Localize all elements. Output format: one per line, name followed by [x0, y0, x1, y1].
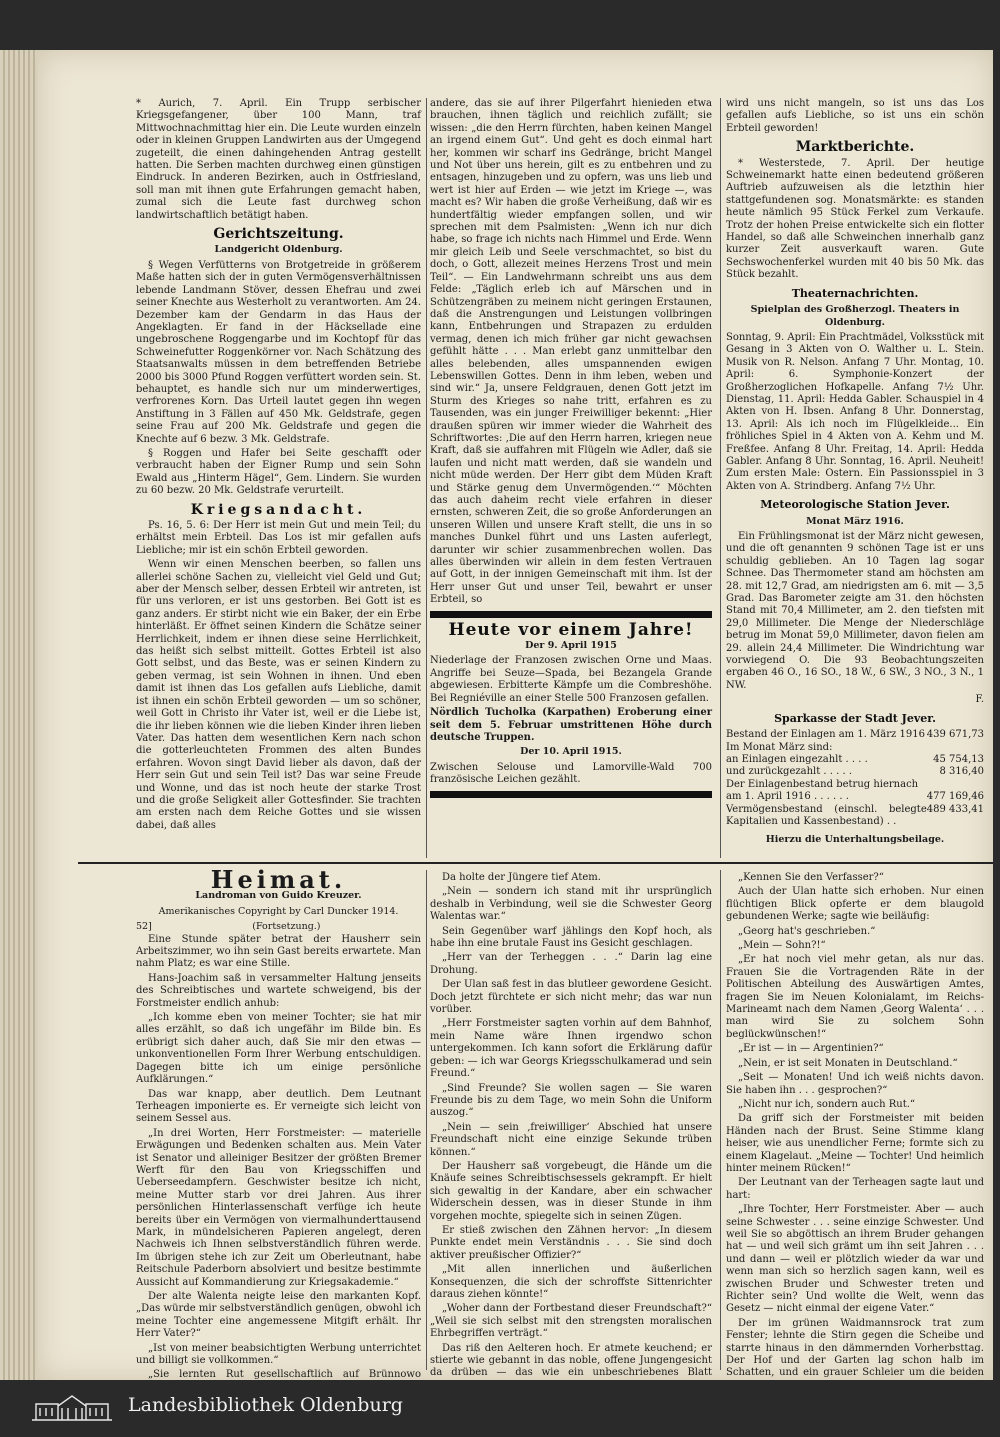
- novel-paragraph: „Mit allen innerlichen und äußerlichen Konsequenzen, die sich der schroffste Sittenrichter daraus ziehen könnte!“: [430, 1264, 712, 1300]
- theater-heading: Theaternachrichten.: [791, 286, 919, 300]
- novel-paragraph: „Sind Freunde? Sie wollen sagen — Sie waren Freunde bis zu dem Tage, wo mein Sohn die Uniform auszog.“: [430, 1082, 712, 1119]
- theater-schedule: Sonntag, 9. April: Ein Prachtmädel, Volksstück mit Gesang in 3 Akten von O. Walther u. L. Stein. Musik von R. Nelson. Anfang 7 Uhr. Montag, 10. April: 6. Symphonie-Konzert der Großherzoglichen Hofkapelle. Anfang 7½ Uhr. Dienstag, 11. April: Hedda Gabler. Schauspiel in 4 Akten von H. Ibsen. Anfang 8 Uhr. Donnerstag, 13. April: Als ich noch im Flügelkleide... Ein fröhliches Spiel in 4 Akten von A. Kehm und M. Freßfee. Anfang 8 Uhr. Freitag, 14. April: Hedda Gabler. Anfang 8 Uhr. Sonntag, 16. April. Neuheit! Zum ersten Male: Ostern. Ein Passionsspiel in 3 Akten von A. Strindberg. Anfang 7½ Uhr.: [726, 331, 984, 492]
- kriegsandacht-heading: Kriegsandacht.: [190, 501, 367, 518]
- novel-paragraph: Da holte der Jüngere tief Atem.: [442, 872, 601, 883]
- column-rule: [720, 98, 721, 858]
- column-rule: [720, 870, 721, 1370]
- meteorologie-subheading: Monat März 1916.: [806, 515, 904, 527]
- sparkasse-heading: Sparkasse der Stadt Jever.: [774, 711, 936, 725]
- meteorologie-signature: F.: [975, 694, 984, 706]
- column-left-top: [136, 98, 421, 834]
- sparkasse-row: [726, 742, 984, 754]
- theater-subheading: Spielplan des Großherzogl. Theaters in Oldenburg.: [750, 304, 960, 328]
- andacht-verse: Ps. 16, 5. 6: Der Herr ist mein Gut und mein Teil; du erhältst mein Erbteil. Das Los ist mir gefallen aufs Liebliche; mir ist ein schön Erbteil geworden.: [136, 520, 421, 556]
- novel-paragraph: Eine Stunde später betrat der Hausherr sein Arbeitszimmer, wo ihn sein Gast bereits erwartete. Man nahm Platz; es war eine Stille.: [136, 933, 421, 970]
- meteorologie-heading: Meteorologische Station Jever.: [760, 498, 950, 512]
- novel-paragraph: „Er hat noch viel mehr getan, als nur das. Frauen Sie die Vortragenden Räte in der Politischen Abteilung des Auswärtigen Amtes, fragen Sie im Neuen Kolonialamt, im Reichs-Marineamt nach dem Namen ‚Georg Walenta‘ . . . man wird Sie zu solchem Sohn beglückwünschen!“: [726, 954, 984, 1040]
- column-rule: [426, 98, 427, 858]
- andacht-paragraph: Wenn wir einen Menschen beerben, so fallen uns allerlei schöne Sachen zu, vielleicht viel Geld und Gut; aber der Mensch selber, dessen Erbteil wir antreten, ist für uns verloren, er ist uns gestorben. Bei Gott ist es ganz anders. Er stirbt nicht wie ein Baker, der ein Erbe hinterläßt. Er öffnet seinen Kindern die Schätze seiner Herrlichkeit, indem er ihnen diese seine Herrlichkeit, das heißt sich selbst mitteilt. Gottes Erbteil ist also Gott selbst, und das Beste, was er seinen Kindern zu geben vermag, ist sein Wohnen in ihnen. Und eben damit ist ihnen das Los gefallen aufs Liebliche, damit ist ihnen ein schön Erbteil geworden — um so schöner, weil Gott in Christo ihr Vater ist, weil er die Liebe ist, die ihr lieben können wie die lieben Kinder ihren lieben Vater. Das hatten dem wesentlichen Kern nach schon die gotterleuchteten Frommen des alten Bundes erfahren. Wovon singt David lieber als davon, daß der Herr sein Gut und sein Teil ist? Das war seine Freude und Wonne, und das ist noch heute der starke Trost und die große Seligkeit aller Gottesfinder. Sie trachten am ersten nach dem Reiche Gottes und sie wissen dabei, daß alles: [136, 559, 421, 831]
- sparkasse-label: am 1. April 1916 . . . . . .: [726, 791, 849, 803]
- sparkasse-label: Im Monat März sind:: [726, 741, 833, 753]
- novel-paragraph: „Ich komme eben von meiner Tochter; sie hat mir alles erzählt, so daß ich ungefähr im Bilde bin. Es erübrigt sich daher auch, daß Sie mir den etwas — unkonventionellen Form Ihrer Werbung entschuldigen. Dagegen bitte ich um einige persönliche Aufklärungen.“: [136, 1012, 421, 1086]
- novel-paragraph: „Mein — Sohn?!“: [738, 940, 826, 952]
- sparkasse-table: [726, 729, 984, 828]
- continuation-note: (Fortsetzung.): [252, 921, 321, 933]
- gericht-paragraph: § Wegen Verfütterns von Brotgetreide in größerem Maße hatten sich der in guten Vermögensverhältnissen lebende Landmann Stöver, dessen Ehefrau und zwei seiner Knechte aus Westerholt zu verantworten. Am 24. Dezember kam der Gendarm in das Haus der Angeklagten. Er fand in der Häcksellade eine ungebroschene Roggengarbe und im Kochtopf für das Schweinefutter Roggenkörner vor. Nach Schätzung des Staatsanwalts müssen in dem betreffenden Betriebe 2000 bis 3000 Pfund Roggen verfüttert worden sein. St. behauptet, es handle sich nur um minderwertiges, verfrorenes Korn. Das Urteil lautet gegen ihn wegen Anstiftung in 3 Fällen auf 450 Mk. Geldstrafe, gegen seine Frau auf 200 Mk. Geldstrafe und gegen die Knechte auf 6 bezw. 3 Mk. Geldstrafe.: [136, 259, 421, 445]
- novel-paragraph: „Georg hat's geschrieben.“: [738, 925, 876, 937]
- sparkasse-label: Vermögensbestand (einschl. belegte Kapitalien und Kassenbestand) . .: [726, 803, 927, 827]
- sparkasse-row: [726, 804, 984, 829]
- sparkasse-row: [726, 791, 984, 803]
- heimat-column-3: [726, 872, 984, 1412]
- sparkasse-value: 489 433,41: [926, 803, 984, 815]
- war-report: Nördlich Tucholka (Karpathen) Eroberung einer seit dem 5. Februar umstrittenen Höhe durch deutsche Truppen.: [430, 707, 712, 743]
- heute-vor-einem-jahre-heading: Heute vor einem Jahre!: [448, 619, 694, 640]
- novel-paragraph: „Herr Forstmeister sagten vorhin auf dem Bahnhof, mein Name wäre Ihnen irgendwo schon untergekommen. Ich kann sofort die Erklärung dafür geben: — ich war Georgs Kriegsschulkamerad und sein Freund.“: [430, 1018, 712, 1080]
- date-heading: Der 10. April 1915.: [520, 746, 622, 758]
- column-rule: [426, 870, 427, 1370]
- novel-paragraph: Der alte Walenta neigte leise den markanten Kopf. „Das würde mir selbstverständlich genügen, obwohl ich meine Tochter eine angemessene Mitgift erhält. Ihr Herr Vater?“: [136, 1291, 421, 1340]
- novel-paragraph: „Woher dann der Fortbestand dieser Freundschaft?“ „Weil sie sich selbst mit den strengsten moralischen Ehrbegriffen verträgt.“: [430, 1303, 712, 1340]
- sparkasse-row: [726, 766, 984, 778]
- novel-paragraph: „Ist von meiner beabsichtigten Werbung unterrichtet und billigt sie vollkommen.“: [136, 1342, 421, 1367]
- novel-paragraph: Der Ulan saß fest in das blutleer gewordene Gesicht. Doch jetzt fürchtete er sich nicht mehr; das war nun vorüber.: [430, 979, 712, 1016]
- sparkasse-value: 8 316,40: [939, 766, 984, 778]
- novel-paragraph: Auch der Ulan hatte sich erhoben. Nur einen flüchtigen Blick opferte er dem blaugold gebundenen Werke; sagte wie beiläufig:: [726, 886, 984, 923]
- novel-paragraph: „Ihre Tochter, Herr Forstmeister. Aber — auch seine Schwester . . . seine einzige Schwester. Und weil Sie so abgöttisch an ihrem Bruder gehangen hat — und weil sich grämt um ihn seit Jahren . . . und dann — weil er plötzlich wieder da war und wenn man sich so herzlich sagen kann, weil es zwischen Bruder und Schwester treten und Richter sein? Und wollte die Welt, wenn das Gesetz — nicht einmal der eigene Vater.“: [726, 1204, 984, 1315]
- heimat-column-1: [136, 865, 421, 1396]
- heimat-copyright: Amerikanisches Copyright by Carl Duncker 1914.: [158, 905, 399, 917]
- novel-paragraph: Das war knapp, aber deutlich. Dem Leutnant Terheagen imponierte es. Er verneigte sich leicht von seinem Sessel aus.: [136, 1088, 421, 1125]
- meteorologie-paragraph: Ein Frühlingsmonat ist der März nicht gewesen, und die oft genannten 9 schönen Tage ist er uns schuldig geblieben. An 10 Tagen lag sogar Schnee. Das Thermometer stand am höchsten am 28. mit 12,7 Grad, am niedrigsten am 6. mit — 3,5 Grad. Das Barometer zeigte am 31. den höchsten Stand mit 70,4 Millimeter, am 2. den tiefsten mit 29,0 Millimeter. Die Menge der Niederschläge betrug im Monat 59,0 Millimeter, davon fielen am 29. allein 24,4 Millimeter. Die Windrichtung war vorwiegend O. Die 93 Beobachtungszeiten ergaben 46 O., 16 SO., 18 W., 6 SW., 3 NO., 3 N., 1 NW.: [726, 531, 984, 691]
- sparkasse-label: Bestand der Einlagen am 1. März 1916: [726, 729, 925, 741]
- sparkasse-label: und zurückgezahlt . . . . .: [726, 766, 853, 778]
- novel-paragraph: Der Leutnant van der Terheagen sagte laut und hart:: [726, 1177, 984, 1201]
- heimat-heading: Heimat.: [210, 865, 347, 894]
- novel-paragraph: „Seit — Monaten! Und ich weiß nichts davon. Sie haben ihn . . . gesprochen?“: [726, 1072, 984, 1096]
- novel-paragraph: Hans-Joachim saß in versammelter Haltung jenseits des Schreibtisches und wartete schweigend, bis der Forstmeister endlich anhub:: [136, 972, 421, 1009]
- library-name: Landesbibliothek Oldenburg: [128, 1394, 403, 1416]
- novel-paragraph: Er stieß zwischen den Zähnen hervor: „In diesem Punkte endet mein Verständnis . . . Sie sind doch aktiver preußischer Offizier?“: [430, 1224, 712, 1261]
- gericht-subheading: Landgericht Oldenburg.: [214, 244, 343, 256]
- novel-paragraph: „Nein, er ist seit Monaten in Deutschland.“: [738, 1057, 958, 1069]
- sparkasse-row: [726, 779, 984, 791]
- andacht-continuation: andere, das sie auf ihrer Pilgerfahrt hienieden etwa brauchen, ihnen täglich und reichlich zufällt; sie wissen: „die den Herrn fürchten, haben keinen Mangel an irgend einem Gut“. Und geht es doch einmal hart her, kommen wir scharf ins Gedränge, bricht Mangel und Not über uns herein, gilt es zu entbehren und zu entsagen, hinzugeben und zu opfern, was uns lieb und wert ist hier auf Erden — wie jetzt im Kriege —, was macht es? Wir haben die große Verheißung, daß wir es hundertfältig wieder empfangen sollen, und wir sprechen mit dem Psalmisten: „Wenn ich nur dich habe, so frage ich nichts nach Himmel und Erde. Wenn mir gleich Leib und Seele verschmachtet, so bist du doch, o Gott, allezeit meines Herzens Trost und mein Teil“. — Ein Landwehrmann schreibt uns aus dem Felde: „Täglich erleb ich auf Märschen und in Schützengräben zu meinem nicht geringen Erstaunen, daß die Anstrengungen und Leistungen vollbringen kann, Entbehrungen und Strapazen zu erdulden vermag, denen ich mich früher gar nicht gewachsen gefühlt hätte . . . Man erlebt ganz unmittelbar den alles belebenden, alles umspannenden ewigen Lebenswillen Gottes. Denn in ihm leben, weben und sind wir.“ Ja, unsere Feldgrauen, denen Gott jetzt im Sturm des Krieges so nahe tritt, erfahren es zu Tausenden, was ein junger Freiwilliger bekennt: „Hier draußen spüren wir immer wieder die Wahrheit des Schriftwortes: ‚Die auf den Herrn harren, kriegen neue Kraft, daß sie auffahren mit Flügeln wie Adler, daß sie laufen und nicht matt werden, daß sie wandeln und nicht müde werden. Der Herr gibt dem Müden Kraft und Stärke genug dem Unvermögenden.‘“ Möchten das auch daheim recht viele erfahren in dieser ernsten, schweren Zeit, die so große Anforderungen an unseren Willen und unsere Kraft stellt, die uns in so manches Dunkel führt und uns Lasten auferlegt, darunter wir schier zusammenbrechen wollen. Das alles überwinden wir allein in dem festen Vertrauen auf Gott, in der innigen Gemeinschaft mit ihm. Ist der Herr unser Gut und unser Teil, bewahrt er unser Erbteil, so: [430, 98, 712, 606]
- column-right-top: [726, 98, 984, 850]
- novel-paragraph: Der Hausherr saß vorgebeugt, die Hände um die Knäufe seines Schreibtischsessels gekrampft. Er hielt sich gewaltig in der Kandare, aber ein schwacher Widerschein dessen, was in dieser Stunde in ihm vorgehen mochte, spiegelte sich in seinen Zügen.: [430, 1160, 712, 1222]
- gerichtszeitung-heading: Gerichtszeitung.: [213, 226, 344, 243]
- beilage-note: Hierzu die Unterhaltungsbeilage.: [765, 834, 945, 846]
- installment-number: 52]: [136, 921, 152, 933]
- novel-paragraph: „Kennen Sie den Verfasser?“: [738, 872, 884, 883]
- sparkasse-value: 45 754,13: [933, 753, 984, 765]
- black-bar: [430, 611, 712, 618]
- black-bar: [430, 791, 712, 798]
- novel-paragraph: „Sie lernten Rut gesellschaftlich auf Brünnowo: [148, 1369, 421, 1381]
- novel-paragraph: „Nicht nur ich, sondern auch Rut.“: [738, 1098, 916, 1110]
- novel-paragraph: „Nein — sondern ich stand mit ihr ursprünglich deshalb in Verbindung, weil sie die Schwester Georg Walentas war.“: [430, 886, 712, 923]
- sparkasse-label: an Einlagen eingezahlt . . . .: [726, 753, 868, 765]
- novel-paragraph: „In drei Worten, Herr Forstmeister: — materielle Erwägungen und Bedenken schalten aus. Mein Vater ist Senator und alleiniger Besitzer der größten Bremer Werft für den Bau von Kriegsschiffen und Ueberseedampfern. Geschwister besitze ich nicht, meine Mutter starb vor drei Jahren. Aus ihrer persönlichen Hinterlassenschaft verfüge ich heute bereits über ein Vermögen von viermalhunderttausend Mark, in mündelsicheren Papieren angelegt, deren Nachweis ich Ihnen selbstverständlich führen werde. Im übrigen stehe ich zur Zeit um Oberleutnant, habe Reitschule Paderborn absolviert und besitze bestimmte Aussicht auf Kommandierung zur Kriegsakademie.“: [136, 1127, 421, 1288]
- andacht-end: wird uns nicht mangeln, so ist uns das Los gefallen aufs Liebliche, so ist uns ein schön Erbteil geworden!: [726, 98, 984, 134]
- footer-bar: [0, 1380, 1000, 1437]
- war-report: Niederlage der Franzosen zwischen Orne und Maas. Angriffe bei Seuze—Spada, bei Bezangela Grande abgewiesen. Erbitterte Kämpfe um die Combreshöhe. Bei Regniéville an einer Stelle 500 Franzosen gefallen.: [430, 655, 712, 704]
- sparkasse-label: Der Einlagenbestand betrug hiernach: [726, 778, 919, 790]
- gericht-paragraph: § Roggen und Hafer bei Seite geschafft oder verbraucht haben der Eigner Rump und sein Sohn Ewald aus „Hinterm Hägel“, Gem. Lindern. Sie wurden zu 60 bezw. 20 Mk. Geldstrafe verurteilt.: [136, 447, 421, 497]
- page-edge: [0, 50, 38, 1380]
- sparkasse-row: [726, 729, 984, 741]
- newspaper-page: [38, 50, 993, 1380]
- section-rule: [78, 862, 993, 864]
- novel-paragraph: „Nein — sein ‚freiwilliger‘ Abschied hat unsere Freundschaft nicht eine einzige Sekunde trüben können.“: [430, 1121, 712, 1158]
- novel-paragraph: Das riß den Aelteren hoch. Er atmete keuchend; er stierte wie gebannt in das noble, offene Jungengesicht da drüben — das wie ein unbeschriebenes Blatt: [430, 1342, 712, 1379]
- sparkasse-value: 477 169,46: [926, 791, 984, 803]
- sparkasse-row: [726, 754, 984, 766]
- heimat-column-2: [430, 872, 712, 1433]
- war-report: Zwischen Selouse und Lamorville-Wald 700 französische Leichen gezählt.: [430, 761, 712, 786]
- markt-paragraph: * Westerstede, 7. April. Der heutige Schweinemarkt hatte einen bedeutend größeren Auftrieb aufzuweisen als die letzthin hier stattgefundenen sog. Monatsmärkte: es standen heute nämlich 95 Stück Ferkel zum Verkaufe. Trotz der hohen Preise entwickelte sich ein flotter Handel, so daß alle Schweinchen innerhalb ganz kurzer Zeit ausverkauft waren. Gute Sechswochenferkel wurden mit 40 bis 50 Mk. das Stück bezahlt.: [726, 157, 984, 281]
- novel-paragraph: Der im grünen Waidmannsrock trat zum Fenster; lehnte die Stirn gegen die Scheibe und starrte hinaus in den dämmernden Vorherbsttag. Der Hof und der Garten lag schon halb im Schatten, und ein grauer Schleier um die beiden: [726, 1317, 984, 1379]
- sparkasse-value: 439 671,73: [926, 729, 984, 741]
- date-heading: Der 9. April 1915: [525, 640, 617, 652]
- novel-paragraph: Da griff sich der Forstmeister mit beiden Händen nach der Brust. Seine Stimme klang heiser, wie aus unendlicher Ferne; formte sich zu einem Klagelaut. „Meine — Tochter! Und heimlich hinter meinem Rücken!“: [726, 1113, 984, 1174]
- aurich-report: * Aurich, 7. April. Ein Trupp serbischer Kriegsgefangener, über 100 Mann, traf Mittwochnachmittag hier ein. Die Leute wurden einzeln oder in kleinen Gruppen Landwirten aus der Umgegend zugeteilt, die einen dahingehenden Antrag gestellt hatten. Die Serben machten durchweg einen günstigen Eindruck. In anderen Bezirken, auch in Ostfriesland, soll man mit ihnen gute Erfahrungen gemacht haben, zumal sich die Leute fast durchweg schon landwirtschaftlich betätigt haben.: [136, 98, 421, 221]
- novel-paragraph: „Herr van der Terheggen . . .“ Darin lag eine Drohung.: [430, 952, 712, 976]
- novel-paragraph: Sein Gegenüber warf jählings den Kopf hoch, als habe ihn eine brutale Faust ins Gesicht geschlagen.: [430, 925, 712, 950]
- heimat-byline: Landroman von Guido Kreuzer.: [195, 890, 362, 902]
- library-building-icon: [28, 1392, 116, 1422]
- marktberichte-heading: Marktberichte.: [795, 139, 915, 156]
- column-middle-top: [430, 98, 712, 802]
- novel-paragraph: „Er ist — in — Argentinien?“: [738, 1043, 884, 1055]
